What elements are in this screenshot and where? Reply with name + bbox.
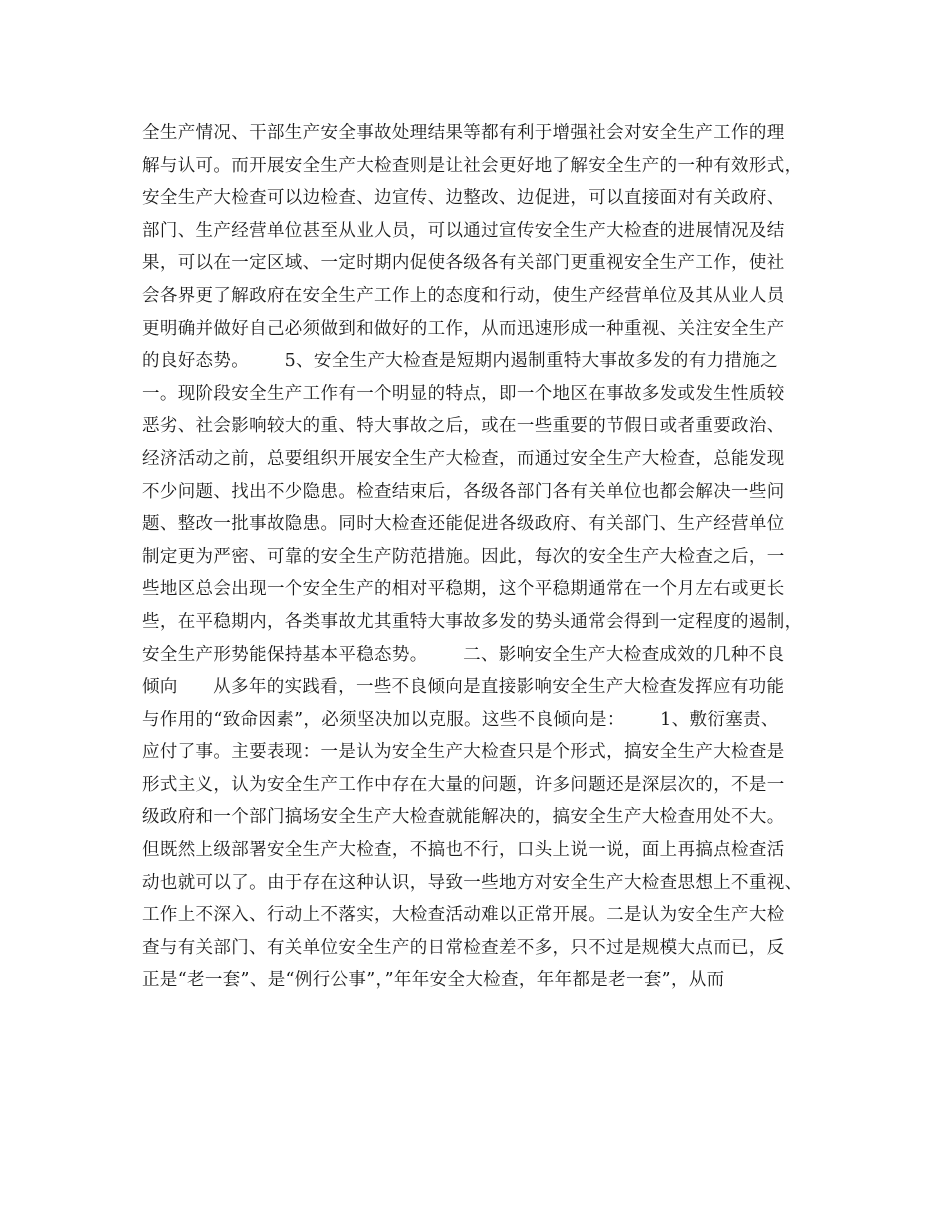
text-line: 倾向 从多年的实践看，一些不良倾向是直接影响安全生产大检查发挥应有功能: [142, 677, 785, 698]
text-line: 工作上不深入、行动上不落实，大检查活动难以正常开展。二是认为安全生产大检: [142, 905, 785, 926]
text-line: 动也就可以了。由于存在这种认识，导致一些地方对安全生产大检查思想上不重视、: [142, 872, 803, 893]
text-line: 全生产情况、干部生产安全事故处理结果等都有利于增强社会对安全生产工作的理: [142, 123, 785, 143]
text-line: 应付了事。主要表现：一是认为安全生产大检查只是个形式，搞安全生产大检查是: [142, 742, 785, 763]
text-line: 安全生产形势能保持基本平稳态势。 二、影响安全生产大检查成效的几种不良: [142, 644, 785, 665]
text-line: 部门、生产经营单位甚至从业人员，可以通过宣传安全生产大检查的进展情况及结: [142, 220, 785, 241]
text-line: 查与有关部门、有关单位安全生产的日常检查差不多，只不过是规模大点而已，反: [142, 937, 785, 958]
text-line: 的良好态势。 5、安全生产大检查是短期内遏制重特大事故多发的有力措施之: [142, 351, 779, 372]
text-line: 会各界更了解政府在安全生产工作上的态度和行动，使生产经营单位及其从业人员: [142, 285, 785, 306]
text-line: 级政府和一个部门搞场安全生产大检查就能解决的，搞安全生产大检查用处不大。: [142, 807, 785, 828]
text-line: 些地区总会出现一个安全生产的相对平稳期，这个平稳期通常在一个月左右或更长: [142, 579, 785, 600]
text-line: 与作用的“致命因素”，必须坚决加以克服。这些不良倾向是： 1、敷衍塞责、: [142, 709, 779, 730]
text-line: 不少问题、找出不少隐患。检查结束后，各级各部门各有关单位也都会解决一些问: [142, 481, 785, 502]
body-text: [142, 117, 822, 997]
text-line: 正是“老一套”、是“例行公事”，”年年安全大检查，年年都是老一套”，从而: [142, 970, 725, 991]
text-line: 恶劣、社会影响较大的重、特大事故之后，或在一些重要的节假日或者重要政治、: [142, 416, 785, 437]
text-line: 安全生产大检查可以边检查、边宣传、边整改、边促进，可以直接面对有关政府、: [142, 188, 785, 209]
text-line: 题、整改一批事故隐患。同时大检查还能促进各级政府、有关部门、生产经营单位: [142, 514, 785, 535]
text-line: 形式主义，认为安全生产工作中存在大量的问题，许多问题还是深层次的，不是一: [142, 774, 785, 795]
text-line: 果，可以在一定区域、一定时期内促使各级各有关部门更重视安全生产工作，使社: [142, 253, 785, 274]
text-line: 一。现阶段安全生产工作有一个明显的特点，即一个地区在事故多发或发生性质较: [142, 383, 785, 404]
text-line: 经济活动之前，总要组织开展安全生产大检查，而通过安全生产大检查，总能发现: [142, 448, 785, 469]
text-line: 些，在平稳期内，各类事故尤其重特大事故多发的势头通常会得到一定程度的遏制，: [142, 611, 803, 632]
text-line: 制定更为严密、可靠的安全生产防范措施。因此，每次的安全生产大检查之后，一: [142, 546, 785, 567]
text-line: 但既然上级部署安全生产大检查，不搞也不行，口头上说一说，面上再搞点检查活: [142, 840, 785, 861]
text-line: 解与认可。而开展安全生产大检查则是让社会更好地了解安全生产的一种有效形式，: [142, 155, 803, 176]
text-line: 更明确并做好自己必须做到和做好的工作，从而迅速形成一种重视、关注安全生产: [142, 318, 785, 339]
